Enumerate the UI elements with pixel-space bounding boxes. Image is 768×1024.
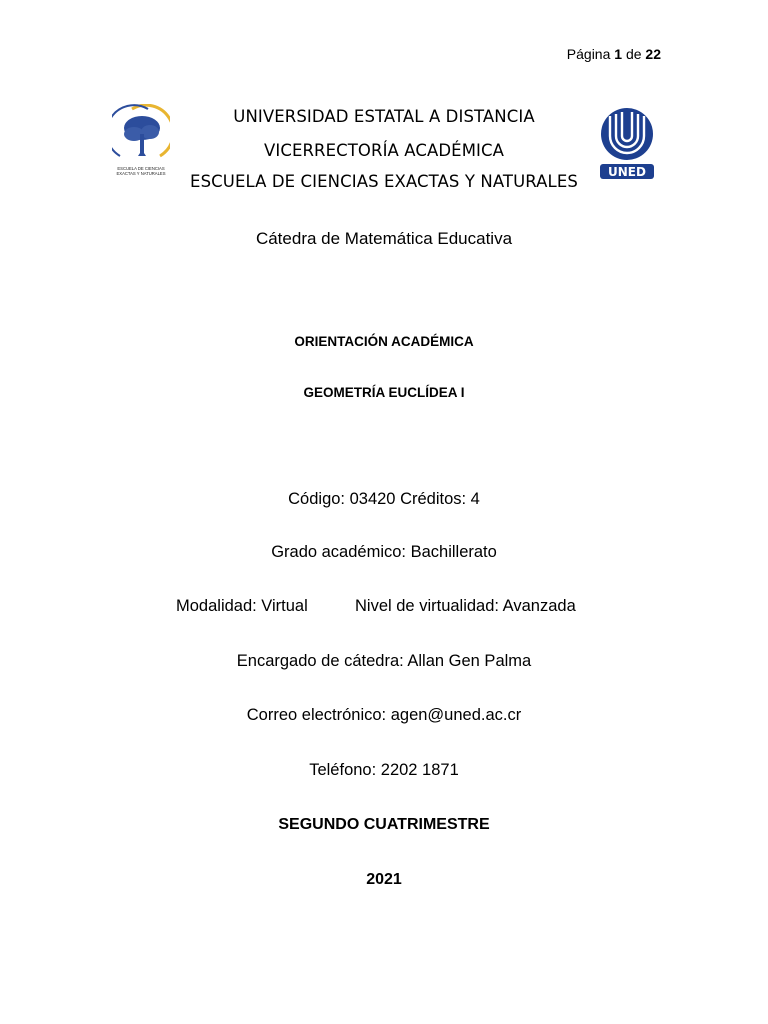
periodo: SEGUNDO CUATRIMESTRE bbox=[278, 816, 490, 833]
codigo-creditos: Código: 03420 Créditos: 4 bbox=[288, 490, 480, 508]
page-current: 1 bbox=[614, 46, 623, 62]
nivel-virtualidad: Nivel de virtualidad: Avanzada bbox=[355, 597, 576, 615]
page-separator: de bbox=[625, 46, 642, 62]
grado-academico: Grado académico: Bachillerato bbox=[271, 543, 497, 561]
svg-text:UNED: UNED bbox=[608, 165, 646, 179]
course-title: GEOMETRÍA EUCLÍDEA I bbox=[303, 385, 465, 400]
page-total: 22 bbox=[645, 46, 661, 62]
vicerrectoria: VICERRECTORÍA ACADÉMICA bbox=[263, 141, 505, 160]
telefono: Teléfono: 2202 1871 bbox=[309, 761, 459, 779]
university-name: UNIVERSIDAD ESTATAL A DISTANCIA bbox=[233, 107, 535, 126]
correo-electronico: Correo electrónico: agen@uned.ac.cr bbox=[246, 706, 522, 724]
svg-text:EXACTAS Y NATURALES: EXACTAS Y NATURALES bbox=[116, 171, 166, 176]
svg-text:ESCUELA DE CIENCIAS: ESCUELA DE CIENCIAS bbox=[117, 166, 165, 171]
catedra-title: Cátedra de Matemática Educativa bbox=[255, 229, 513, 248]
encargado-catedra: Encargado de cátedra: Allan Gen Palma bbox=[236, 652, 532, 670]
page-label: Página bbox=[566, 46, 611, 62]
modalidad: Modalidad: Virtual bbox=[176, 597, 308, 615]
orientacion-heading: ORIENTACIÓN ACADÉMICA bbox=[294, 334, 474, 349]
escuela: ESCUELA DE CIENCIAS EXACTAS Y NATURALES bbox=[190, 172, 578, 191]
page-number bbox=[567, 46, 661, 62]
anio: 2021 bbox=[366, 871, 402, 888]
